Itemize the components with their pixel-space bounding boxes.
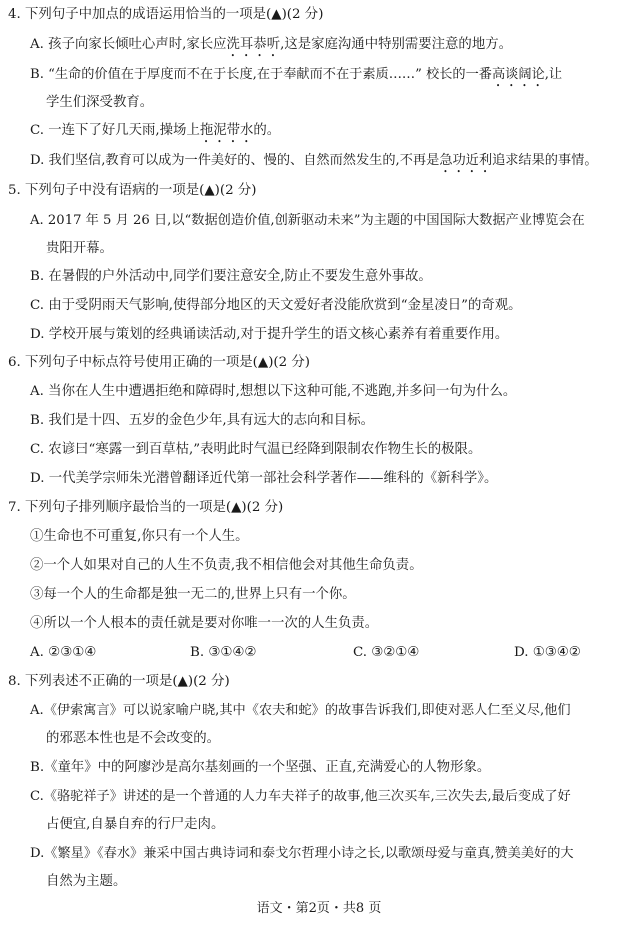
q6-option-d: D. 一代美学宗师朱光潜曾翻译近代第一部社会科学著作——维科的《新科学》。 — [30, 471, 498, 486]
q7-options — [0, 644, 638, 662]
q4-option-b-cont: 学生们深受教育。 — [46, 95, 154, 110]
q5-option-c: C. 由于受阴雨天气影响,使得部分地区的天文爱好者没能欣赏到“金星凌日”的奇观。 — [30, 298, 522, 313]
q4-c-emphasis: 拖泥带水 — [199, 123, 254, 138]
q7-sentence-2: ②一个人如果对自己的人生不负责,我不相信他会对其他生命负责。 — [30, 558, 423, 573]
q6-stem: 6. 下列句子中标点符号使用正确的一项是(▲)(2 分) — [8, 355, 311, 370]
q6-option-a: A. 当你在人生中遭遇拒绝和障碍时,想想以下这种可能,不逃跑,并多问一句为什么。 — [30, 384, 517, 399]
q8-option-d-cont: 自然为主题。 — [46, 874, 127, 889]
q5-stem: 5. 下列句子中没有语病的一项是(▲)(2 分) — [8, 183, 257, 198]
q7-sentence-1: ①生命也不可重复,你只有一个人生。 — [30, 529, 249, 544]
q8-option-d: D.《繁星》《春水》兼采中国古典诗词和泰戈尔哲理小诗之长,以歌颂母爱与童真,赞美美好的大 — [30, 846, 574, 861]
q5-option-a: A. 2017 年 5 月 26 日,以“数据创造价值,创新驱动未来”为主题的中国国际大数据产业博览会在 — [30, 213, 585, 228]
q4-option-a: A. 孩子向家长倾吐心声时,家长应洗耳恭听,这是家庭沟通中特别需要注意的地方。 — [30, 37, 512, 52]
q8-option-a-cont: 的邪恶本性也是不会改变的。 — [46, 731, 221, 746]
q7-option-c: C. ③②①④ — [353, 645, 420, 660]
q5-option-b: B. 在暑假的户外活动中,同学们要注意安全,防止不要发生意外事故。 — [30, 269, 432, 284]
q4-d-emphasis: 急功近利 — [439, 153, 493, 168]
q8-option-b: B.《童年》中的阿廖沙是高尔基刻画的一个坚强、正直,充满爱心的人物形象。 — [30, 760, 491, 775]
q6-option-c: C. 农谚曰“寒露一到百草枯,”表明此时气温已经降到限制农作物生长的极限。 — [30, 442, 482, 457]
q8-option-c: C.《骆驼祥子》讲述的是一个普通的人力车夫祥子的故事,他三次买车,三次失去,最后变成了好 — [30, 789, 571, 804]
q8-option-c-cont: 占便宜,自暴自弃的行尸走肉。 — [46, 817, 225, 832]
q5-option-d: D. 学校开展与策划的经典诵读活动,对于提升学生的语文核心素养有着重要作用。 — [30, 327, 509, 342]
q8-option-a: A.《伊索寓言》可以说家喻户晓,其中《农夫和蛇》的故事告诉我们,即使对恶人仁至义尽,他们 — [30, 703, 571, 718]
q4-a-emphasis: 洗耳恭听 — [226, 37, 281, 52]
q6-option-b: B. 我们是十四、五岁的金色少年,具有远大的志向和目标。 — [30, 413, 374, 428]
q5-option-a-cont: 贵阳开幕。 — [46, 241, 113, 256]
q4-b-emphasis: 高谈阔论 — [491, 67, 545, 82]
q4-option-c: C. 一连下了好几天雨,操场上拖泥带水的。 — [30, 123, 281, 138]
page-footer: 语文・第2页・共8 页 — [256, 901, 382, 916]
q7-sentence-4: ④所以一个人根本的责任就是要对你唯一一次的人生负责。 — [30, 616, 379, 631]
q4-stem: 4. 下列句子中加点的成语运用恰当的一项是(▲)(2 分) — [8, 7, 324, 22]
q7-option-b: B. ③①④② — [190, 645, 257, 660]
q4-option-b: B. “生命的价值在于厚度而不在于长度,在于奉献而不在于素质……” 校长的一番高谈阔论,让 — [30, 67, 563, 82]
q4-option-d: D. 我们坚信,教育可以成为一件美好的、慢的、自然而然发生的,不再是急功近利追求结果的事情。 — [30, 153, 598, 168]
q7-option-d: D. ①③④② — [514, 645, 581, 660]
q7-option-a: A. ②③①④ — [30, 645, 97, 660]
q7-stem: 7. 下列句子排列顺序最恰当的一项是(▲)(2 分) — [8, 500, 284, 515]
q7-sentence-3: ③每一个人的生命都是独一无二的,世界上只有一个你。 — [30, 587, 356, 602]
q8-stem: 8. 下列表述不正确的一项是(▲)(2 分) — [8, 674, 230, 689]
